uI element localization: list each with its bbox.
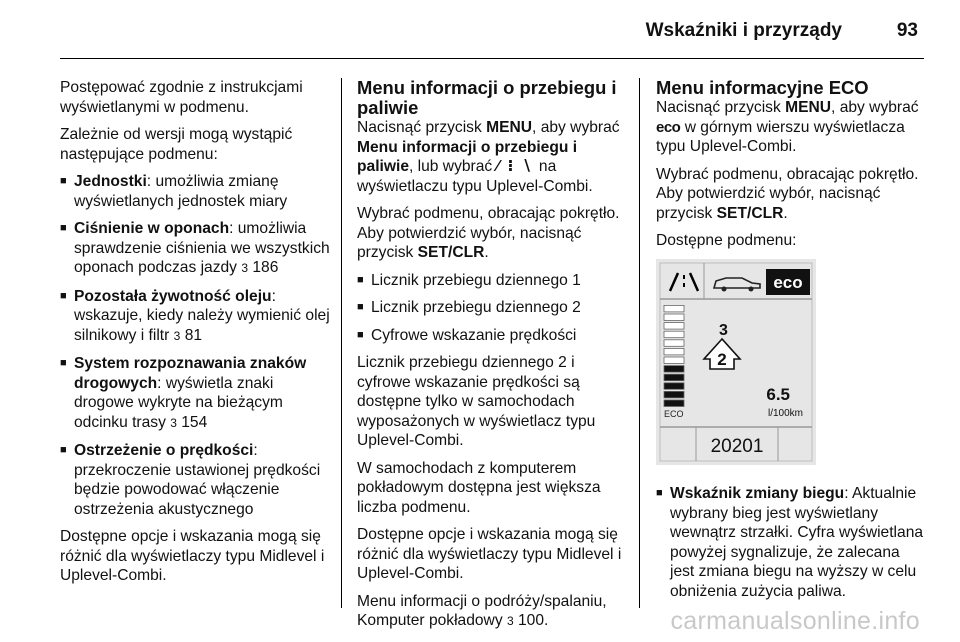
page-ref-icon: 3 <box>170 415 177 430</box>
eco-bar-segment-empty <box>664 314 684 321</box>
section-heading-eco: Menu informacyjne ECO <box>656 77 869 98</box>
page-title: Wskaźniki i przyrządy <box>645 20 842 41</box>
page-ref-icon: 3 <box>173 328 181 343</box>
page-ref-icon: 3 <box>506 614 514 628</box>
current-gear-number: 2 <box>717 349 727 369</box>
column-divider-1 <box>341 78 342 608</box>
page-header <box>0 0 960 60</box>
col2-p6: Menu informacji o podróży/spalaniu, Komputer pokładowy 3 100. <box>357 592 607 629</box>
header-rule <box>60 58 924 59</box>
column-divider-2 <box>639 78 640 608</box>
fuel-consumption-unit: l/100km <box>767 407 803 419</box>
list-item-speed-warning: ■ Ostrzeżenie o prędkości: przekroczenie ustawionej prędkości będzie powodować włączenie ostrzeżenia akustycznego <box>60 441 330 519</box>
page-ref-link[interactable]: 186 <box>252 259 279 276</box>
list-item-oil-life: ■ Pozostała żywotność oleju: wskazuje, kiedy należy wymienić olej silnikowy i filtr 3 81 <box>60 287 330 347</box>
page-number: 93 <box>896 20 918 41</box>
eco-bar-segment-empty <box>664 331 684 338</box>
col3-instructions: Nacisnąć przycisk MENU, aby wybrać eco w górnym wierszu wyświetlacza typu Uplevel-Combi. <box>656 99 919 155</box>
page-ref-link[interactable]: 100 <box>517 612 545 629</box>
column-3 <box>656 78 928 609</box>
col1-submenu-intro: Zależnie od wersji mogą wystąpić następujące podmenu: <box>60 126 293 163</box>
eco-bar-segment-filled <box>664 382 684 389</box>
eco-display-illustration <box>656 259 928 471</box>
col2-p4: W samochodach z komputerem pokładowym dostępna jest większa liczba podmenu. <box>357 459 601 516</box>
eco-bar-segment-empty <box>664 305 684 312</box>
col2-instructions: Nacisnąć przycisk MENU, aby wybrać Menu informacji o przebiegu i paliwie, lub wybrać ⁄ ⁝ ∖ na wyświetlaczu typu Uplevel-Combi. <box>357 119 620 195</box>
column-2 <box>357 78 629 640</box>
col2-select: Wybrać podmenu, obracając pokrętło. Aby potwierdzić wybór, nacisnąć przycisk SET/CLR. <box>357 205 620 261</box>
eco-tab-label: eco <box>773 272 803 292</box>
eco-bar-label: ECO <box>664 408 684 419</box>
col1-note: Dostępne opcje i wskazania mogą się różnić dla wyświetlaczy typu Midlevel i Uplevel-Combi. <box>60 528 325 584</box>
eco-bar-segment-empty <box>664 348 684 355</box>
eco-display-figure <box>656 259 816 465</box>
list-item: ■ Licznik przebiegu dziennego 2 <box>357 298 629 318</box>
page-ref-icon: 3 <box>241 261 249 275</box>
watermark: carmanualsonline.info <box>670 607 920 635</box>
next-gear-number: 3 <box>719 321 728 339</box>
trip-fuel-symbol-icon: ⁄ ⁝ ∖ <box>496 158 535 175</box>
list-item-gear-shift-indicator: ■ Wskaźnik zmiany biegu: Aktualnie wybrany bieg jest wyświetlany wewnątrz strzałki. Cyfra wyświetlana powyżej sygnalizuje, że zalecana jest zmiana biegu na wyższy w celu obniżenia zużycia paliwa. <box>656 484 928 601</box>
list-item-tire-pressure: ■ Ciśnienie w oponach: umożliwia sprawdzenie ciśnienia we wszystkich oponach podczas jazdy 3 186 <box>60 219 330 279</box>
col2-p5: Dostępne opcje i wskazania mogą się różnić dla wyświetlaczy typu Midlevel i Uplevel-Combi. <box>357 526 622 582</box>
fuel-consumption-value: 6.5 <box>766 384 790 404</box>
col1-intro: Postępować zgodnie z instrukcjami wyświetlanymi w podmenu. <box>60 79 303 116</box>
page-ref-link[interactable]: 81 <box>184 326 203 344</box>
eco-symbol-icon: eco <box>656 118 681 136</box>
list-item-units: ■ Jednostki: umożliwia zmianę wyświetlanych jednostek miary <box>60 172 330 211</box>
list-item-traffic-signs: ■ System rozpoznawania znaków drogowych: wyświetla znaki drogowe wykryte na bieżącym odcinku trasy 3 154 <box>60 354 330 433</box>
eco-bar-segment-empty <box>664 322 684 329</box>
list-item: ■ Cyfrowe wskazanie prędkości <box>357 326 629 346</box>
column-1 <box>60 78 330 594</box>
eco-bar-segment-filled <box>664 365 684 372</box>
eco-bar-segment-filled <box>664 400 684 407</box>
col2-p3: Licznik przebiegu dziennego 2 i cyfrowe wskazanie prędkości są dostępne tylko w samochodach wyposażonych w wyświetlacz typu Uplevel-Combi. <box>357 354 596 449</box>
eco-bar-segment-filled <box>664 391 684 398</box>
eco-bar-segment-empty <box>664 339 684 346</box>
col3-select: Wybrać podmenu, obracając pokrętło. Aby potwierdzić wybór, nacisnąć przycisk SET/CLR. <box>656 165 919 222</box>
page-ref-link[interactable]: 154 <box>181 413 208 431</box>
section-heading-trip-fuel: Menu informacji o przebiegu i paliwie <box>357 77 617 118</box>
eco-bar-segment-empty <box>664 357 684 364</box>
list-item: ■ Licznik przebiegu dziennego 1 <box>357 271 629 291</box>
odometer-value: 20201 <box>710 435 764 457</box>
eco-bar-segment-filled <box>664 374 684 381</box>
col3-available: Dostępne podmenu: <box>656 232 797 249</box>
